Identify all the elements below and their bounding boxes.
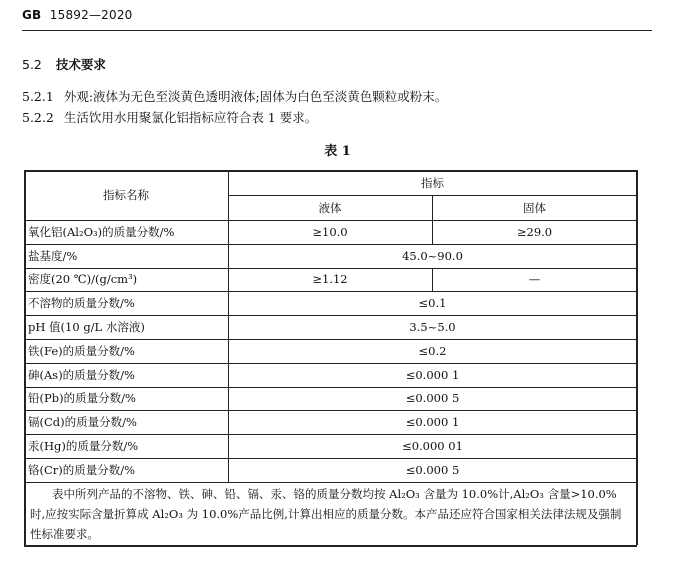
clause-text: 外观:液体为无色至淡黄色透明液体;固体为白色至淡黄色颗粒或粉末。 [63, 89, 448, 104]
table-rule [24, 363, 637, 364]
table-note: 表中所列产品的不溶物、铁、砷、铅、镉、汞、铬的质量分数均按 Al₂O₃ 含量为 10.0%计,Al₂O₃ 含量>10.0%时,应按实际含量折算成 Al₂O₃ 为 10.0%产品比例,计算出相应的质量分数。本产品还应符合国家相关法律法规及强制性标准要求。 [30, 486, 622, 541]
row-name: 砷(As)的质量分数/% [28, 367, 135, 382]
table-rule [24, 170, 637, 172]
section-heading [22, 55, 106, 73]
row-name: 盐基度/% [28, 248, 78, 263]
row-name: 铁(Fe)的质量分数/% [28, 343, 135, 358]
table-rule [432, 268, 433, 292]
clause-5-2-1 [22, 87, 447, 105]
spec-table [24, 170, 637, 545]
row-name: 铅(Pb)的质量分数/% [28, 391, 136, 406]
table-rule [24, 434, 637, 435]
table-rule [228, 170, 229, 482]
table-rule [24, 339, 637, 340]
table-rule [432, 220, 433, 244]
clause-number: 5.2.2 [22, 110, 54, 125]
table-rule [636, 170, 638, 545]
section-number: 5.2 [22, 57, 42, 72]
row-name: 密度(20 ℃)/(g/cm³) [28, 272, 138, 287]
table-rule [24, 220, 637, 221]
standard-code: GB [22, 8, 42, 22]
row-value: ≤0.000 01 [402, 439, 463, 454]
clause-number: 5.2.1 [22, 89, 54, 104]
clause-text: 生活饮用水用聚氯化铝指标应符合表 1 要求。 [63, 110, 318, 125]
table-title: 表 1 [324, 144, 351, 159]
row-value: 45.0~90.0 [402, 248, 463, 263]
header-rule [22, 30, 652, 31]
row-value: ≤0.000 5 [405, 462, 460, 477]
section-title: 技术要求 [55, 57, 106, 72]
row-name: 汞(Hg)的质量分数/% [28, 439, 139, 454]
row-value: ≤0.000 5 [405, 391, 460, 406]
row-value-liquid: ≥10.0 [312, 224, 348, 239]
row-name: 镉(Cd)的质量分数/% [28, 415, 137, 430]
header-indicator-name: 指标名称 [103, 188, 149, 202]
header-solid: 固体 [523, 200, 546, 215]
row-value-solid: — [528, 272, 541, 287]
header-liquid: 液体 [318, 200, 342, 215]
table-rule [24, 410, 637, 411]
table-rule [24, 482, 637, 483]
table-rule [24, 545, 637, 547]
row-value: ≤0.2 [418, 343, 447, 358]
clause-5-2-2 [22, 108, 317, 126]
row-value: ≤0.1 [418, 296, 447, 311]
table-rule [24, 458, 637, 459]
row-name: 铬(Cr)的质量分数/% [28, 462, 136, 477]
row-value: ≤0.000 1 [405, 367, 460, 382]
row-name: 不溶物的质量分数/% [28, 296, 135, 311]
table-rule [24, 244, 637, 245]
document-header [22, 8, 133, 22]
standard-number: 15892—2020 [49, 8, 133, 22]
row-value-solid: ≥29.0 [516, 224, 553, 239]
row-value: 3.5~5.0 [409, 320, 456, 335]
row-name: pH 值(10 g/L 水溶液) [28, 320, 145, 335]
table-rule [24, 315, 637, 316]
table-rule [24, 387, 637, 388]
table-rule [24, 291, 637, 292]
row-name: 氧化铝(Al₂O₃)的质量分数/% [28, 224, 175, 239]
table-rule [24, 170, 26, 545]
header-indicator-group: 指标 [421, 175, 444, 190]
row-value: ≤0.000 1 [405, 415, 460, 430]
row-value-liquid: ≥1.12 [312, 272, 348, 287]
table-rule [24, 268, 637, 269]
table-rule [432, 195, 433, 220]
